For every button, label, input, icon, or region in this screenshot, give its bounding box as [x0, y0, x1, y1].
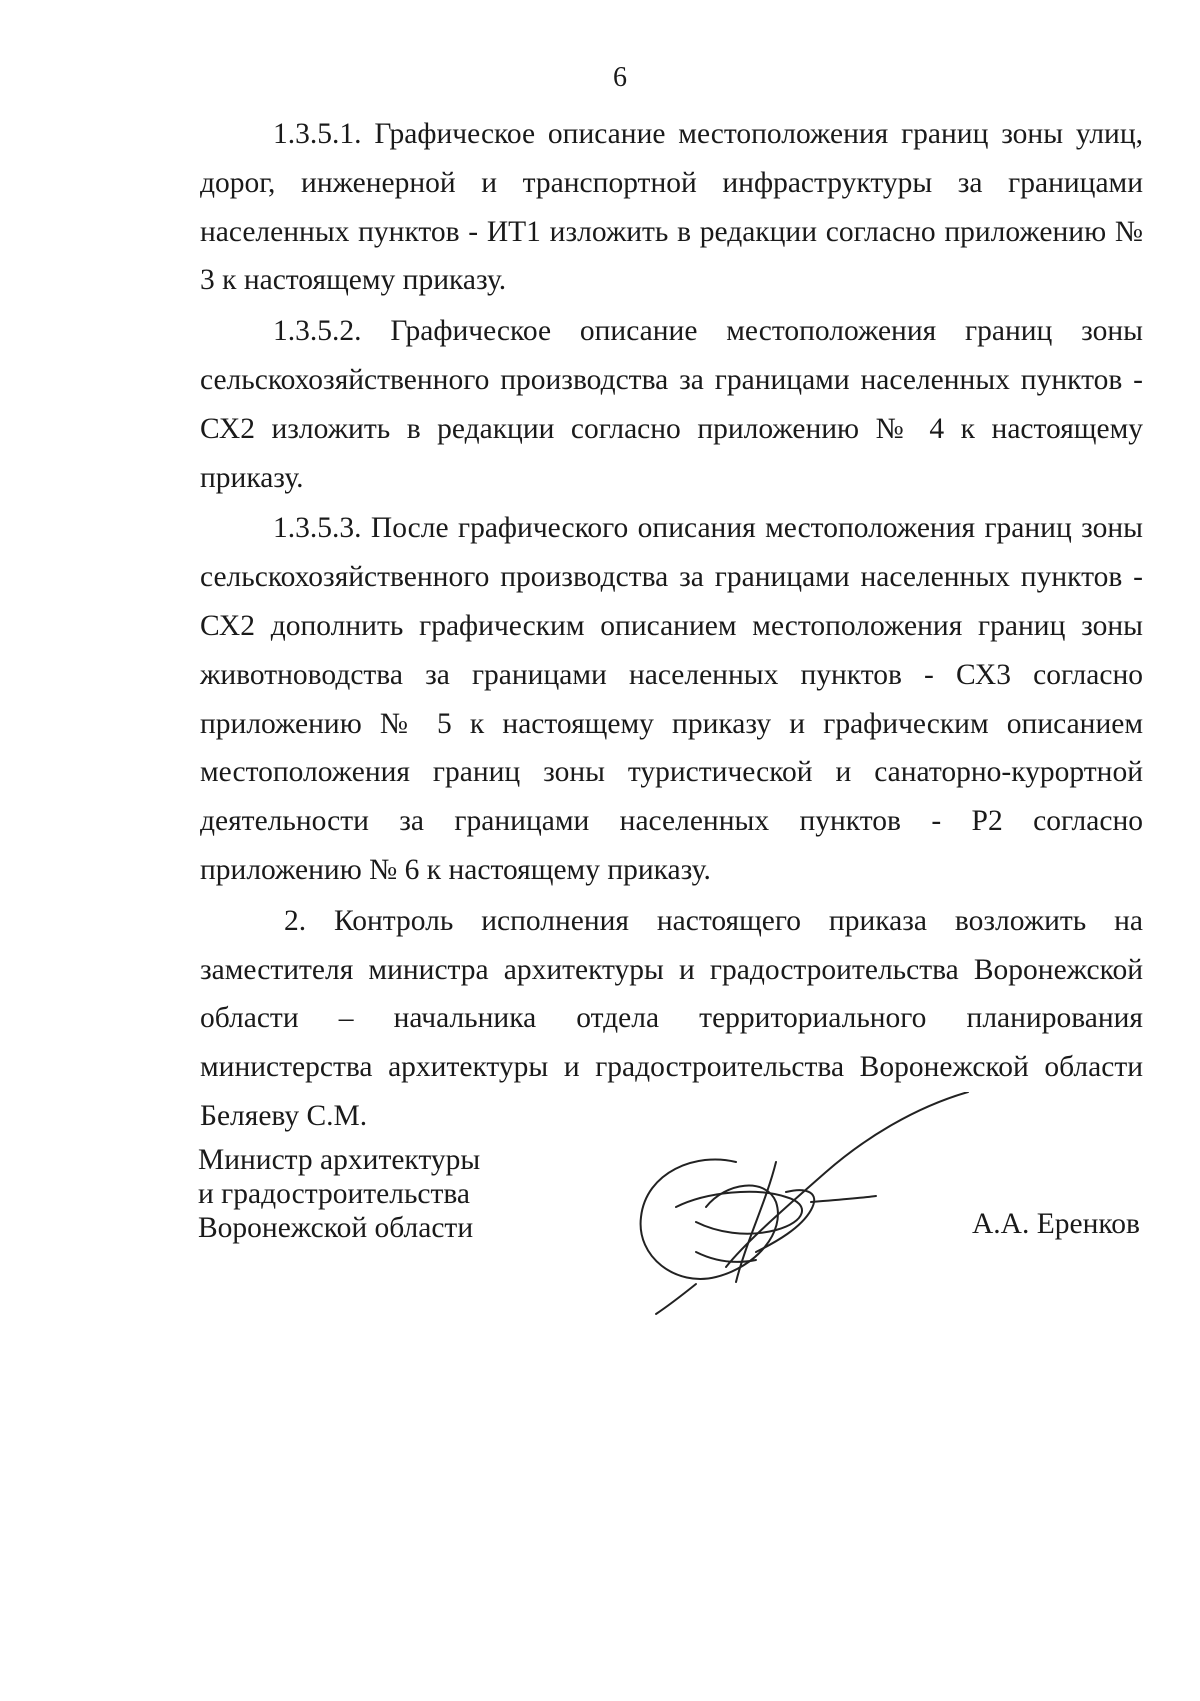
signature-stroke — [696, 1252, 756, 1262]
page-number: 6 — [613, 62, 627, 93]
paragraph-2-control: 2. Контроль исполнения настоящего приказа возложить на заместителя министра архитектуры и градостроительства Воронежской области – начальника отдела территориального планирования министерства архитектуры и градостроительства Воронежской области Беляеву С.М. — [200, 904, 1143, 1132]
signatory-position-line: Воронежской области — [198, 1212, 474, 1244]
signature-stroke — [726, 1092, 968, 1267]
signatory-position-line: Министр архитектуры — [198, 1144, 481, 1176]
paragraph-1-3-5-2: 1.3.5.2. Графическое описание местоположения границ зоны сельскохозяйственного производства за границами населенных пунктов - СХ2 изложить в редакции согласно приложению № 4 к настоящему приказу. — [200, 315, 1143, 494]
paragraph-1-3-5-1: 1.3.5.1. Графическое описание местоположения границ зоны улиц, дорог, инженерной и транспортной инфраструктуры за границами населенных пунктов - ИТ1 изложить в редакции согласно приложению № 3 к настоящему приказу. — [200, 118, 1143, 297]
signature-stroke — [676, 1192, 802, 1234]
signer-name: А.А. Еренков — [972, 1208, 1140, 1240]
paragraph-1-3-5-3: 1.3.5.3. После графического описания местоположения границ зоны сельскохозяйственного производства за границами населенных пунктов - СХ2 дополнить графическим описанием местоположения границ зоны животноводства за границами населенных пунктов - СХ3 согласно приложению № 5 к настоящему приказу и графическим описанием местоположения границ зоны туристической и санаторно-курортной деятельности за границами населенных пунктов - Р2 согласно приложению № 6 к настоящему приказу. — [200, 512, 1143, 886]
signatory-position — [198, 1143, 480, 1245]
handwritten-signature — [636, 1092, 976, 1322]
document-body — [200, 110, 1143, 1141]
signatory-position-line: и градостроительства — [198, 1178, 471, 1210]
signature-stroke — [656, 1284, 696, 1314]
signature-stroke — [811, 1196, 876, 1202]
